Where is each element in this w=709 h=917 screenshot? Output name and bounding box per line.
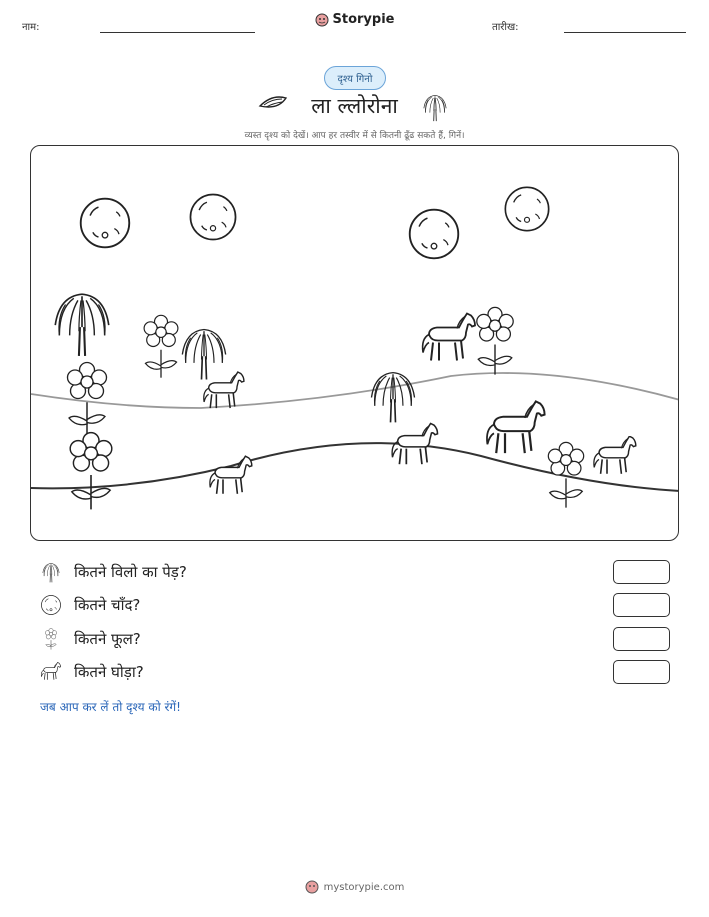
brand-name: Storypie <box>332 12 395 27</box>
moon-icon <box>410 210 459 259</box>
question-row-moon <box>40 593 680 617</box>
worksheet-title: ला ल्लोरोना <box>311 94 398 118</box>
willow-tree-icon <box>182 330 225 380</box>
name-field-line[interactable] <box>100 32 255 33</box>
flower-icon <box>144 315 178 377</box>
question-row-horse <box>40 660 680 684</box>
date-label: तारीख: <box>492 22 519 33</box>
coloring-note: जब आप कर लें तो दृश्य को रंगें! <box>40 700 181 714</box>
worksheet-type-badge: दृश्य गिनो <box>324 66 386 90</box>
horse-icon <box>423 314 475 361</box>
brand-logo <box>0 12 709 27</box>
horse-icon <box>40 661 62 683</box>
question-text: कितने फूल? <box>74 630 141 648</box>
flower-icon <box>548 442 583 507</box>
question-row-flower <box>40 627 680 651</box>
flower-icon <box>477 307 513 374</box>
willow-tree-icon <box>371 373 414 423</box>
moon-icon <box>190 194 235 239</box>
answer-box-moon[interactable] <box>613 593 670 617</box>
name-label: नाम: <box>22 22 40 33</box>
horse-icon <box>487 401 545 453</box>
question-text: कितने घोड़ा? <box>74 663 144 681</box>
instructions: व्यस्त दृश्य को देखें। आप हर तस्वीर में से कितनी ढूँढ सकते हैं, गिनें। <box>244 131 465 141</box>
storypie-mascot-icon <box>305 880 319 894</box>
moon-icon <box>81 199 130 248</box>
flower-icon <box>68 363 107 435</box>
flower-icon <box>40 628 62 650</box>
willow-tree-icon <box>421 92 449 122</box>
footer <box>0 880 709 894</box>
horse-icon <box>594 436 636 474</box>
scene-illustration <box>31 146 679 541</box>
moon-icon <box>40 594 62 616</box>
answer-box-horse[interactable] <box>613 660 670 684</box>
horse-icon <box>210 456 252 494</box>
answer-box-willow[interactable] <box>613 560 670 584</box>
moon-icon <box>505 187 548 230</box>
question-text: कितने विलो का पेड़? <box>74 563 187 581</box>
horse-icon <box>392 423 437 464</box>
counting-scene <box>30 145 679 541</box>
answer-box-flower[interactable] <box>613 627 670 651</box>
date-field-line[interactable] <box>564 32 686 33</box>
question-text: कितने चाँद? <box>74 596 141 614</box>
horse-icon <box>204 372 244 408</box>
storypie-mascot-icon <box>315 13 329 27</box>
flower-icon <box>70 433 112 510</box>
question-row-willow <box>40 560 680 584</box>
footer-site[interactable]: mystorypie.com <box>323 881 405 893</box>
willow-tree-icon <box>40 561 62 583</box>
willow-tree-icon <box>55 294 108 356</box>
